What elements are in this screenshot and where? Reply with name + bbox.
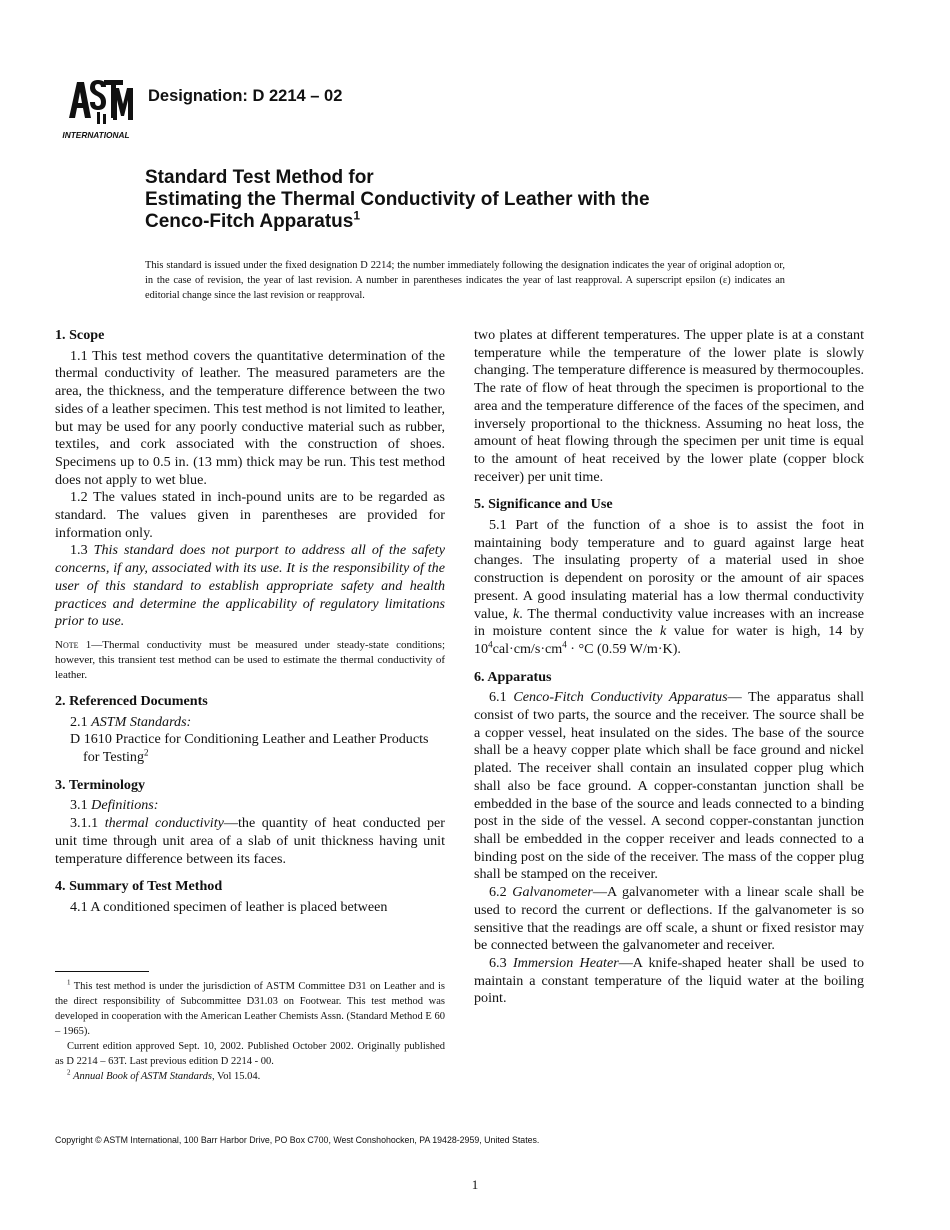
logo-wordmark: INTERNATIONAL [62, 130, 130, 140]
paragraph-1-1: 1.1 This test method covers the quantitative determination of the thermal conductivity of leather. The measured parameters are the area, the thickness, and the temperature difference between the two sides of a leather specimen. This test method is not limited to leather, but may be used for any poorly conductive material such as rubber, textiles, and cork associated with the construction of shoes. Specimens up to 0.5 in. (13 mm) thick may be run. This test method does not apply to wet blue. [55, 347, 445, 488]
paragraph-6-2: 6.2 Galvanometer—A galvanometer with a linear scale shall be used to record the current or deflections. If the galvanometer is so sensitive that the readings are off scale, a shunt or fixed resistor may be connected between the galvanometer and receiver. [474, 884, 864, 954]
paragraph-5-1: 5.1 Part of the function of a shoe is to assist the foot in maintaining body temperature and to guard against large heat changes. The insulating property of a material used in shoe construction is dependent on porosity or the amount of air spaces present. A good insulating material has a low thermal conductivity value, k. The thermal conductivity value increases with an increase in moisture content since the k value for water is high, 14 by $10^4cal\cdot cm/s\cdot cm^4 \cdot ^\circ C$ (0.59 W/m·K). [474, 517, 864, 657]
paragraph-1-2: 1.2 The values stated in inch-pound units are to be regarded as standard. The values given in parentheses are provided for information only. [55, 489, 445, 541]
section-heading-referenced: 2. Referenced Documents [55, 692, 208, 709]
footnote-1: $^1$ This test method is under the jurisdiction of ASTM Committee D31 on Leather and is the direct responsibility of Subcommittee D31.03 on Footwear. This test method was developed in cooperation with the American Leather Chemists Assn. (Standard Method E 60 – 1965). [55, 978, 445, 1037]
title-line-1: Standard Test Method for [145, 167, 374, 188]
title-footnote-mark: 1 [353, 208, 361, 223]
paragraph-2-1: 2.1 ASTM Standards: [70, 713, 192, 730]
paragraph-4-1-start: 4.1 A conditioned specimen of leather is placed between [70, 898, 388, 915]
paragraph-6-1: 6.1 Cenco-Fitch Conductivity Apparatus— The apparatus shall consist of two parts, the source and the receiver. The source shall be a copper vessel, heat insulated on the sides. The base of the source shall be a heavy copper plate which shall be face ground and nickel plated. The receiver shall contain an insulated copper plug which shall also be face ground. A copper-constantan junction shall be embedded in the base of the source and leads connected to a binding post in the side of the vessel. A second copper-constantan junction shall be embedded in the copper receiver and leads connected to a binding post on the side of the receiver. The mass of the copper plug shall be stamped on the receiver. [474, 689, 864, 883]
footnote-2: $^2$ Annual Book of ASTM Standards, Vol 15.04. [67, 1068, 261, 1082]
section-heading-summary: 4. Summary of Test Method [55, 878, 223, 895]
reference-item: D 1610 Practice for Conditioning Leather and Leather Products for Testing$^2$ [70, 731, 429, 766]
page-number: 1 [471, 1177, 479, 1192]
section-heading-scope: 1. Scope [55, 327, 105, 343]
paragraph-4-1-continued: two plates at different temperatures. The upper plate is at a constant temperature while the temperature of the lower plate is slowly changing. The temperature difference is measured by thermocouples. The rate of flow of heat through the specimen is proportional to the area and the temperature difference of the faces of the specimen, and inversely proportional to the thickness. Assuming no heat loss, the amount of heat flowing through the specimen per unit time is equal to the amount of heat received by the lower plate (copper block receiver) per unit time. [474, 327, 864, 485]
note-1: Note 1—Thermal conductivity must be measured under steady-state conditions; however, this transient test method can be used to estimate the thermal conductivity of leather. [55, 638, 445, 681]
footnote-divider [55, 971, 149, 972]
section-heading-apparatus: 6. Apparatus [474, 668, 552, 685]
right-column [474, 327, 864, 1008]
document-title [145, 167, 845, 233]
designation: Designation: D 2214 – 02 [148, 87, 343, 105]
footnote-1-edition: Current edition approved Sept. 10, 2002. Published October 2002. Originally published as D 2214 – 63T. Last previous edition D 2214 - 00. [55, 1041, 445, 1067]
section-heading-significance: 5. Significance and Use [474, 496, 613, 513]
left-column [55, 327, 445, 917]
title-line-2: Estimating the Thermal Conductivity of Leather with the [145, 189, 650, 210]
title-line-3: Cenco-Fitch Apparatus$^1$ [145, 208, 361, 232]
footnotes [55, 979, 445, 1084]
footnote-mark-2: 2 [144, 747, 149, 758]
paragraph-1-3: 1.3 This standard does not purport to address all of the safety concerns, if any, associated with its use. It is the responsibility of the user of this standard to establish appropriate safety and health practices and determine the applicability of regulatory limitations prior to use. [55, 542, 445, 630]
paragraph-3-1: 3.1 Definitions: [70, 797, 159, 814]
paragraph-6-3: 6.3 Immersion Heater—A knife-shaped heater shall be used to maintain a constant temperature of the liquid water at the boiling point. [474, 954, 865, 1007]
copyright-notice: Copyright © ASTM International, 100 Barr Harbor Drive, PO Box C700, West Conshohocken, PA 19428-2959, United States. [55, 1135, 540, 1145]
section-heading-terminology: 3. Terminology [55, 776, 146, 793]
astm-logo [57, 74, 135, 142]
standard-intro: This standard is issued under the fixed designation D 2214; the number immediately following the designation indicates the year of original adoption or, in the case of revision, the year of last revision. A number in parentheses indicates the year of last reapproval. A superscript epsilon (ε) indicates an editorial change since the last revision or reapproval. [145, 260, 785, 301]
paragraph-3-1-1: 3.1.1 thermal conductivity—the quantity of heat conducted per unit time through unit area of a slab of unit thickness having unit temperature difference between its faces. [55, 815, 445, 867]
